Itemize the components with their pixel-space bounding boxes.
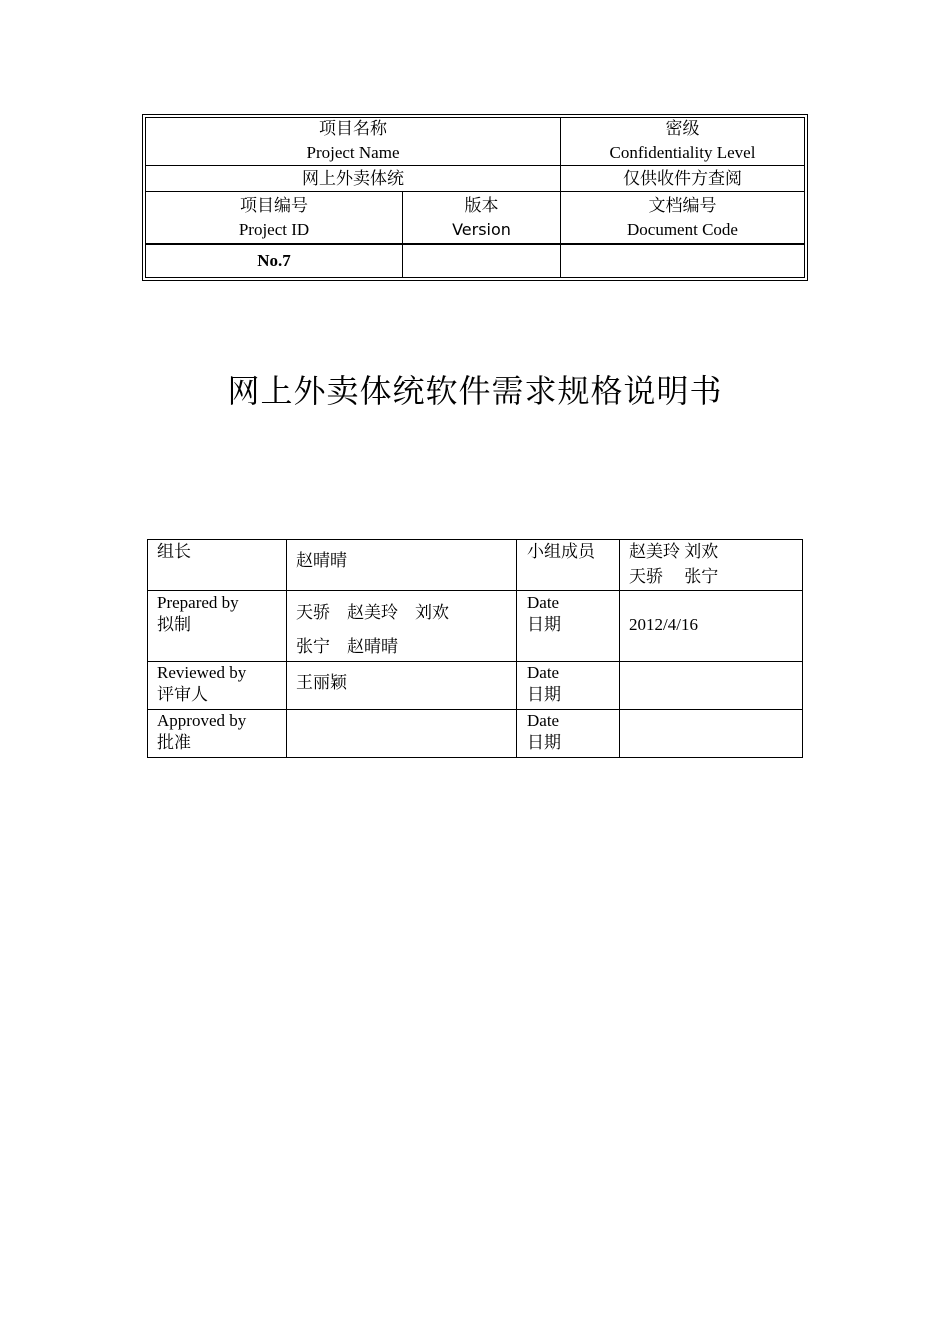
project-id-text: No.7 [257,251,291,270]
approved-label-en: Approved by [157,711,247,730]
confidentiality-header [561,117,804,165]
reviewed-date-en: Date [527,663,560,682]
prepared-line1: 天骄 赵美玲 刘欢 [296,603,449,622]
leader-label: 组长 [157,542,191,561]
reviewed-value: 王丽颖 [296,673,347,692]
document-code-header [561,192,804,243]
approved-date-cn: 日期 [527,733,561,752]
project-id-cn: 项目编号 [240,195,308,215]
reviewed-date-cn: 日期 [527,685,561,704]
confidentiality-en: Confidentiality Level [609,143,756,162]
version-cn: 版本 [464,195,499,215]
project-name-header [146,117,560,165]
prepared-line2: 张宁 赵晴晴 [296,637,398,656]
prepared-date-value: 2012/4/16 [629,615,698,634]
members-label: 小组成员 [527,542,595,561]
approved-label-cn: 批准 [157,733,191,752]
approved-date-en: Date [527,711,560,730]
prepared-date-cn: 日期 [527,615,561,634]
document-code-en: Document Code [627,219,738,239]
reviewed-label-en: Reviewed by [157,663,247,682]
project-name-en: Project Name [306,143,400,162]
project-id-en: Project ID [238,219,310,239]
project-name-value [146,166,560,191]
prepared-label-en: Prepared by [157,593,239,612]
version-header [403,192,560,243]
members-line1: 赵美玲 刘欢 [629,542,719,561]
project-name-text: 网上外卖体统 [302,168,404,188]
document-code-value [561,245,804,277]
project-name-cn: 项目名称 [319,119,387,138]
project-id-value [146,245,402,277]
version-en: Version [452,219,511,239]
prepared-date-en: Date [527,593,560,612]
version-value [403,245,560,277]
leader-value: 赵晴晴 [296,551,347,570]
confidentiality-text: 仅供收件方查阅 [623,168,742,188]
document-code-cn: 文档编号 [648,195,717,215]
reviewed-label-cn: 评审人 [157,685,208,704]
confidentiality-cn: 密级 [665,119,700,138]
prepared-label-cn: 拟制 [157,615,191,634]
document-title: 网上外卖体统软件需求规格说明书 [227,372,723,410]
confidentiality-value [561,166,804,191]
members-line2: 天骄 张宁 [629,567,719,586]
project-id-header [146,192,402,243]
